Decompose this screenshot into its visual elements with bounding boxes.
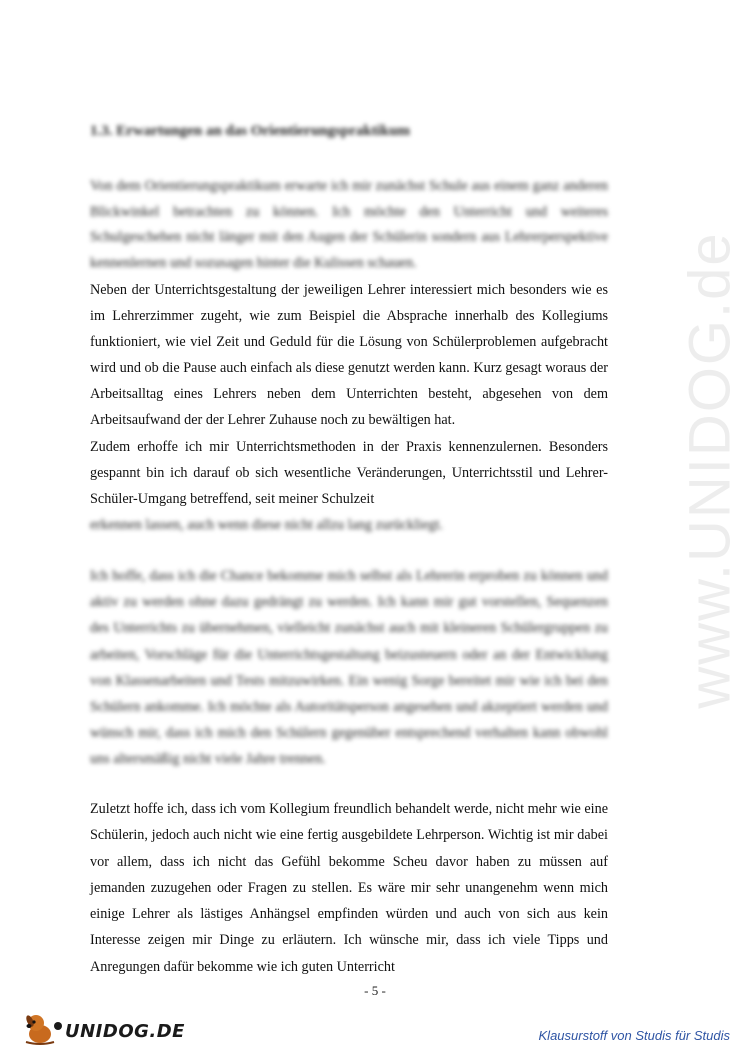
paragraph-lehrerzimmer: Neben der Unterrichtsgestaltung der jeweiligen Lehrer interessiert mich besonders wie es im Lehrerzimmer zugeht, wie zum Beispiel die Absprache innerhalb des Kollegiums funktioniert, wie viel Zeit und Geduld für die Lösung von Schülerproblemen aufgebracht wird und ob die Pause auch einfach als diese genutzt werden kann. Kurz gesagt woraus der Arbeitsalltag eines Lehrers neben dem Unterrichten besteht, abgesehen von dem Arbeitsaufwand der der Lehrer Zuhause noch zu bewältigen hat. [90, 282, 608, 429]
blurred-line-schulzeit: erkennen lassen, auch wenn diese nicht allzu lang zurückliegt. [90, 516, 443, 533]
main-text-block-2 [90, 796, 608, 980]
dog-mascot-icon [22, 1012, 58, 1051]
paw-icon [54, 1022, 62, 1030]
blurred-paragraph-intro: Von dem Orientierungspraktikum erwarte ich mir zunächst Schule aus einem ganz anderen Blickwinkel betrachten zu können. Ich möchte den Unterricht und weiteres Schulgeschehen nicht länger mit den Augen der Schülerin sondern aus Lehrerperspektive kennenlernen und sozusagen hinter die Kulissen schauen. [90, 178, 608, 271]
logo-text: UNIDOG.DE [65, 1020, 185, 1042]
watermark-text: www.UNIDOG.de [677, 231, 743, 709]
unidog-logo [22, 1013, 185, 1049]
footer-claim: Klausurstoff von Studis für Studis [538, 1028, 730, 1043]
main-text-block-1 [90, 277, 608, 538]
section-heading: 1.3. Erwartungen an das Orientierungspraktikum [90, 123, 411, 139]
page-number: - 5 - [364, 983, 386, 998]
intro-blurred-block [90, 174, 608, 276]
paragraph-unterrichtsmethoden: Zudem erhoffe ich mir Unterrichtsmethoden in der Praxis kennenzulernen. Besonders gespannt bin ich darauf ob sich wesentliche Veränderungen, Unterrichtsstil und Lehrer-Schüler-Umgang betreffend, seit meiner Schulzeit [90, 438, 608, 507]
paragraph-kollegium: Zuletzt hoffe ich, dass ich vom Kollegium freundlich behandelt werde, nicht mehr wie eine Schülerin, jedoch auch nicht wie eine fertig ausgebildete Lehrperson. Wichtig ist mir dabei vor allem, dass ich nicht das Gefühl bekomme Scheu davor haben zu müssen auf jemanden zuzugehen oder Fragen zu stellen. Es wäre mir sehr unangenehm wenn mich einige Lehrer als lästiges Anhängsel empfinden würden und auch von sich aus kein Interesse zeigen mir Dinge zu erläutern. Ich wünsche mir, dass ich viele Tipps und Anregungen dafür bekomme wie ich guten Unterricht [90, 801, 608, 975]
blurred-paragraph-chance: Ich hoffe, dass ich die Chance bekomme mich selbst als Lehrerin erproben zu können und aktiv zu werden ohne dazu gedrängt zu werden. Ich kann mir gut vorstellen, Sequenzen des Unterrichts zu übernehmen, vielleicht zunächst auch mit kleineren Schülergruppen zu arbeiten, Vorschläge für die Unterrichtsgestaltung beizusteuern oder an der Entwicklung von Klassenarbeiten und Tests mitzuwirken. Ein wenig Sorge bereitet mir wie ich bei den Schülern ankomme. Ich möchte als Autoritätsperson angesehen und akzeptiert werden und wünsch mir, dass ich mich den Schülern gegenüber entsprechend verhalten kann obwohl uns altersmäßig nicht viele Jahre trennen. [90, 568, 608, 768]
blurred-block-2 [90, 563, 608, 773]
